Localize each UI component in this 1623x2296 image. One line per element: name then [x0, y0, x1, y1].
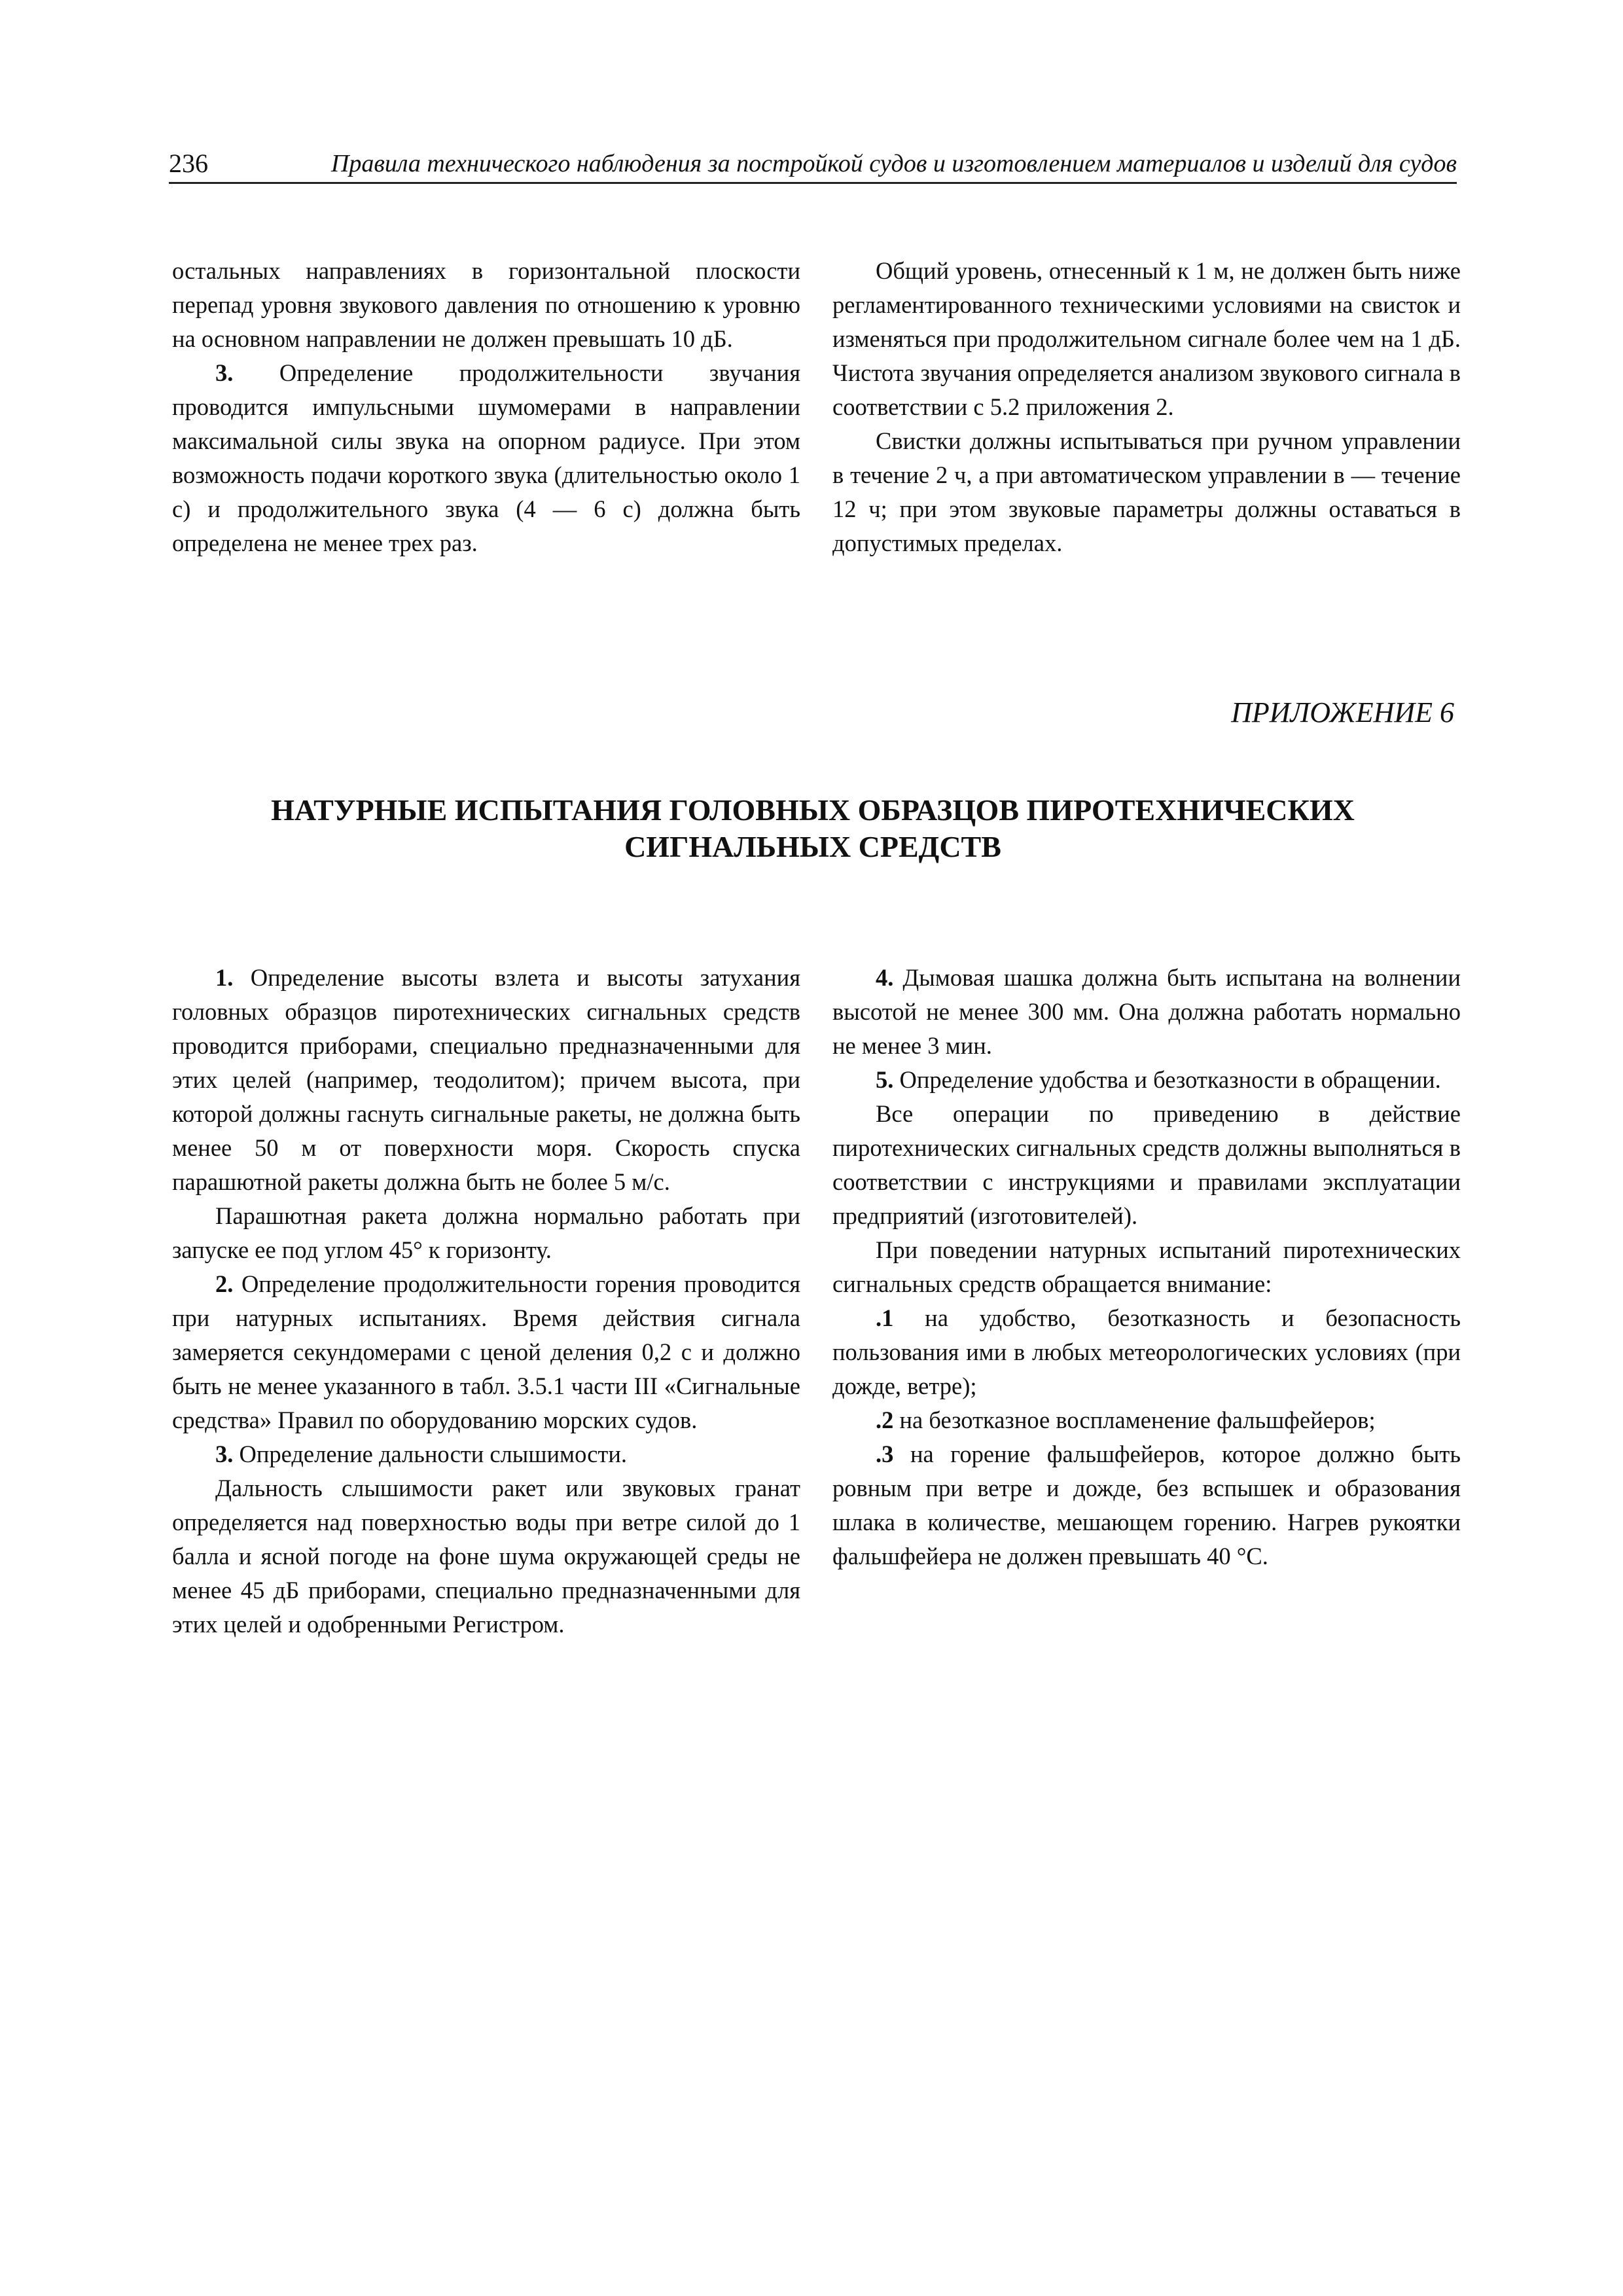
paragraph: 3. Определение продолжительности звучания проводится импульсными шумомерами в направлении максимальной силы звука на опорном радиусе. При этом возможность подачи короткого звука (длительностью около 1 с) и продолжительного звука (4 — 6 с) должна быть определена не менее трех раз.: [172, 359, 800, 556]
paragraph: При поведении натурных испытаний пиротехнических сигнальных средств обращается внимание:: [832, 1236, 1461, 1297]
section-title: [169, 792, 1457, 865]
paragraph: 2. Определение продолжительности горения проводится при натурных испытаниях. Время действия сигнала замеряется секундомерами с ценой деления 0,2 с и должно быть не менее указанного в табл. 3.5.1 части III «Сигнальные средства» Правил по оборудованию морских судов.: [172, 1270, 800, 1433]
paragraph: 3. Определение дальности слышимости.: [215, 1441, 628, 1467]
paragraph: Свистки должны испытываться при ручном управлении в течение 2 ч, а при автоматическом управлении в — течение 12 ч; при этом звуковые параметры должны оставаться в допустимых пределах.: [832, 427, 1461, 556]
body-left-column: [172, 961, 800, 1641]
paragraph: .3 на горение фальшфейеров, которое должно быть ровным при ветре и дожде, без вспышек и образования шлака в количестве, мешающем горению. Нагрев рукоятки фальшфейера не должен превышать 40 °С.: [832, 1441, 1461, 1570]
section-title-line: НАТУРНЫЕ ИСПЫТАНИЯ ГОЛОВНЫХ ОБРАЗЦОВ ПИРОТЕХНИЧЕСКИХ: [271, 793, 1355, 827]
paragraph: Дальность слышимости ракет или звуковых гранат определяется над поверхностью воды при ветре силой до 1 балла и ясной погоде на фоне шума окружающей среды не менее 45 дБ приборами, специально предназначенными для этих целей и одобренными Регистром.: [172, 1475, 800, 1638]
paragraph: .1 на удобство, безотказность и безопасность пользования ими в любых метеорологических условиях (при дожде, ветре);: [832, 1304, 1461, 1399]
paragraph: .2 на безотказное воспламенение фальшфейеров;: [876, 1407, 1376, 1433]
top-left-column: [172, 254, 800, 560]
top-right-column: [832, 254, 1461, 560]
paragraph: Все операции по приведению в действие пиротехнических сигнальных средств должны выполняться в соответствии с инструкциями и правилами эксплуатации предприятий (изготовителей).: [832, 1100, 1461, 1229]
page-header: [169, 143, 1457, 184]
paragraph: остальных направлениях в горизонтальной плоскости перепад уровня звукового давления по отношению к уровню на основном направлении не должен превышать 10 дБ.: [172, 257, 800, 352]
paragraph: 5. Определение удобства и безотказности в обращении.: [876, 1066, 1441, 1093]
paragraph: 1. Определение высоты взлета и высоты затухания головных образцов пиротехнических сигнальных средств проводится приборами, специально предназначенными для этих целей (например, теодолитом); причем высота, при которой должны гаснуть сигнальные ракеты, не должна быть менее 50 м от поверхности моря. Скорость спуска парашютной ракеты должна быть не более 5 м/с.: [172, 964, 800, 1195]
section-title-line: СИГНАЛЬНЫХ СРЕДСТВ: [624, 830, 1001, 863]
appendix-label: ПРИЛОЖЕНИЕ 6: [1231, 696, 1454, 728]
body-right-column: [832, 961, 1461, 1573]
paragraph: Парашютная ракета должна нормально работать при запуске ее под углом 45° к горизонту.: [172, 1202, 800, 1263]
running-title: Правила технического наблюдения за постройкой судов и изготовлением материалов и изделий для судов: [330, 150, 1457, 177]
paragraph: 4. Дымовая шашка должна быть испытана на волнении высотой не менее 300 мм. Она должна работать нормально не менее 3 мин.: [832, 964, 1461, 1059]
page-number: 236: [169, 149, 208, 178]
paragraph: Общий уровень, отнесенный к 1 м, не должен быть ниже регламентированного техническими условиями на свисток и изменяться при продолжительном сигнале более чем на 1 дБ. Чистота звучания определяется анализом звукового сигнала в соответствии с 5.2 приложения 2.: [832, 257, 1461, 420]
